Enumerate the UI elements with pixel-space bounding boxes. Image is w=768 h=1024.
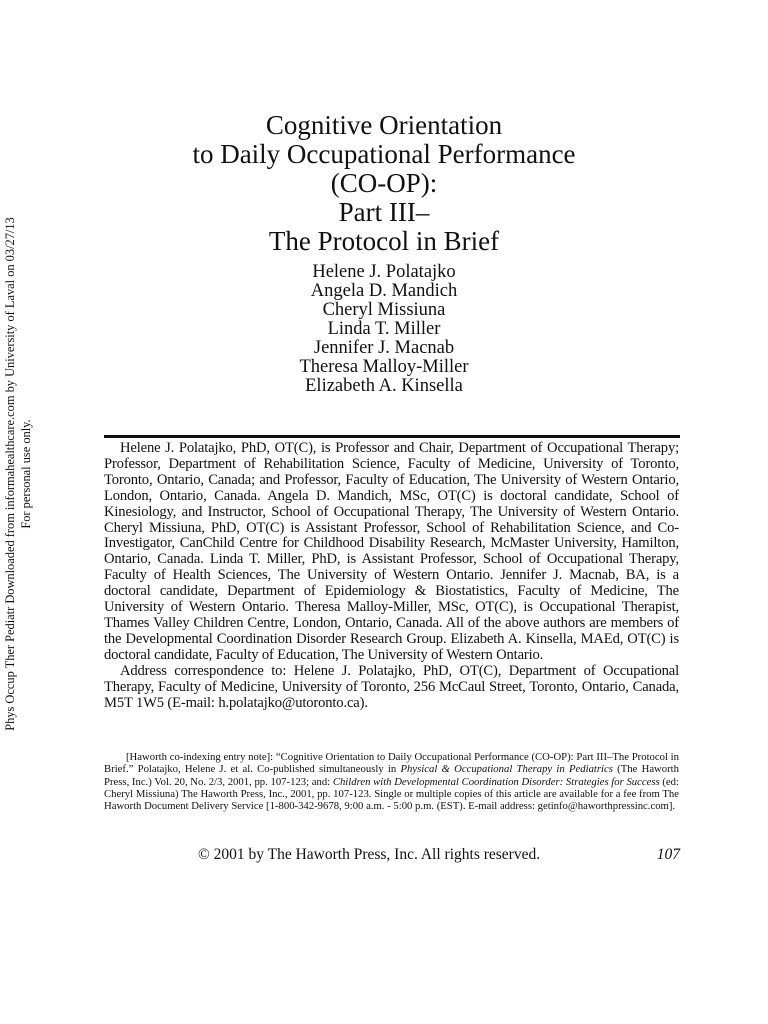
author-affiliations [104, 441, 679, 711]
coindexing-note [104, 751, 679, 812]
article-title [0, 111, 768, 256]
watermark-line-1: Phys Occup Ther Pediatr Downloaded from informahealthcare.com by University of Laval on 03/27/13 [3, 217, 17, 731]
author-name: Elizabeth A. Kinsella [305, 376, 463, 396]
title-line: Part III– [338, 197, 430, 227]
note-mid: (The Haworth Press, Inc.) Vol. 20, No. 2/3, 2001, pp. 107-123; and: [104, 763, 679, 788]
note-intro: [Haworth co-indexing entry note]: “Cognitive Orientation to Daily Occupational Performance (CO-OP): Part III–The Protocol in Brief.” Polatajko, Helene J. et al. Co-published simultaneously in [104, 751, 679, 776]
journal-title: Physical & Occupational Therapy in Pediatrics [400, 763, 613, 776]
author-name: Cheryl Missiuna [322, 300, 446, 320]
copyright-line: © 2001 by The Haworth Press, Inc. All rights reserved. [198, 846, 541, 863]
author-name: Theresa Malloy-Miller [299, 357, 469, 377]
coindexing-note-text [104, 751, 679, 812]
author-list [0, 263, 768, 396]
correspondence-paragraph: Address correspondence to: Helene J. Polatajko, PhD, OT(C), Department of Occupational Therapy, Faculty of Medicine, University of Toronto, 256 McCaul Street, Toronto, Ontario, Canada, M5T 1W5 (E-mail: h.polatajko@utoronto.ca). [104, 662, 679, 711]
book-title: Children with Developmental Coordination Disorder: Strategies for Success [332, 775, 660, 788]
title-line: Cognitive Orientation [265, 110, 503, 140]
author-name: Jennifer J. Macnab [313, 338, 455, 358]
page-number: 107 [656, 846, 680, 863]
title-line: to Daily Occupational Performance [192, 139, 576, 169]
title-line: The Protocol in Brief [268, 226, 500, 256]
note-end: (ed: Cheryl Missiuna) The Haworth Press, Inc., 2001, pp. 107-123. Single or multiple copies of this article are available for a fee from The Haworth Document Delivery Service [1-800-342-9678, 9:00 a.m. - 5:00 p.m. (EST). E-mail address: getinfo@haworthpressinc.com]. [104, 775, 679, 813]
footnote-divider [104, 435, 680, 438]
watermark-line-2: For personal use only. [19, 419, 33, 529]
author-name: Helene J. Polatajko [312, 262, 456, 282]
affiliations-paragraph: Helene J. Polatajko, PhD, OT(C), is Professor and Chair, Department of Occupational Therapy; Professor, Department of Rehabilitation Science, Faculty of Medicine, University of Toronto, Toronto, Ontario, Canada; and Professor, Faculty of Education, The University of Western Ontario, London, Ontario, Canada. Angela D. Mandich, MSc, OT(C) is doctoral candidate, School of Kinesiology, and Instructor, School of Occupational Therapy, The University of Western Ontario. Cheryl Missiuna, PhD, OT(C) is Assistant Professor, School of Rehabilitation Science, and Co-Investigator, CanChild Centre for Childhood Disability Research, McMaster University, Hamilton, Ontario, Canada. Linda T. Miller, PhD, is Assistant Professor, School of Occupational Therapy, Faculty of Health Sciences, The University of Western Ontario. Jennifer J. Macnab, BA, is a doctoral candidate, Department of Epidemiology & Biostatistics, Faculty of Medicine, The University of Western Ontario. Theresa Malloy-Miller, MSc, OT(C), is Occupational Therapist, Thames Valley Children Centre, London, Ontario, Canada. All of the above authors are members of the Developmental Coordination Disorder Research Group. Elizabeth A. Kinsella, MAEd, OT(C) is doctoral candidate, Faculty of Education, The University of Western Ontario. [104, 440, 679, 663]
author-name: Angela D. Mandich [310, 281, 458, 301]
author-name: Linda T. Miller [327, 319, 441, 339]
title-line: (CO-OP): [330, 168, 438, 198]
